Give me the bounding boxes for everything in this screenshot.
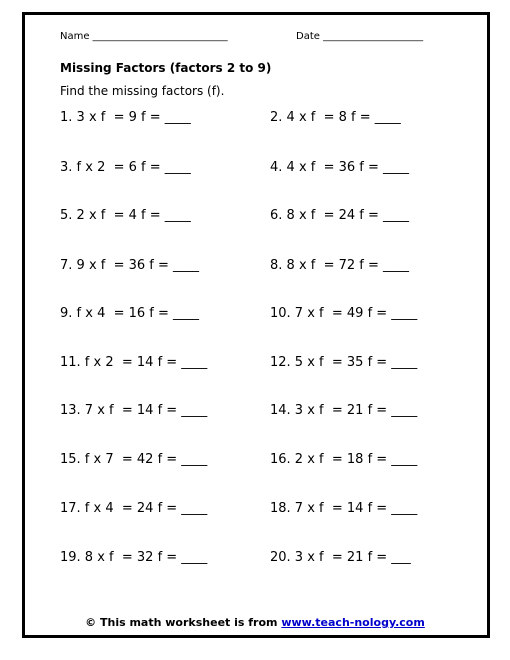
- problem-1: 1. 3 x f = 9 f = ____: [60, 110, 191, 125]
- problem-15: 15. f x 7 = 42 f = ____: [60, 452, 208, 467]
- problem-17: 17. f x 4 = 24 f = ____: [60, 501, 208, 516]
- problem-18: 18. 7 x f = 14 f = ____: [270, 501, 418, 516]
- problem-5: 5. 2 x f = 4 f = ____: [60, 208, 191, 223]
- problem-12: 12. 5 x f = 35 f = ____: [270, 355, 418, 370]
- footer-prefix: © This math worksheet is from: [85, 616, 282, 629]
- problem-2: 2. 4 x f = 8 f = ____: [270, 110, 401, 125]
- problem-7: 7. 9 x f = 36 f = ____: [60, 258, 200, 273]
- date-field: Date ____________________: [296, 31, 424, 42]
- footer-link[interactable]: www.teach-nology.com: [281, 616, 425, 629]
- problem-9: 9. f x 4 = 16 f = ____: [60, 306, 200, 321]
- name-field: Name ___________________________: [60, 31, 228, 42]
- problem-10: 10. 7 x f = 49 f = ____: [270, 306, 418, 321]
- worksheet-instructions: Find the missing factors (f).: [60, 84, 225, 98]
- problem-19: 19. 8 x f = 32 f = ____: [60, 550, 208, 565]
- problem-20: 20. 3 x f = 21 f = ___: [270, 550, 411, 565]
- problem-6: 6. 8 x f = 24 f = ____: [270, 208, 410, 223]
- worksheet-title: Missing Factors (factors 2 to 9): [60, 61, 272, 75]
- problem-14: 14. 3 x f = 21 f = ____: [270, 403, 418, 418]
- problem-4: 4. 4 x f = 36 f = ____: [270, 160, 410, 175]
- problem-11: 11. f x 2 = 14 f = ____: [60, 355, 208, 370]
- problem-16: 16. 2 x f = 18 f = ____: [270, 452, 418, 467]
- footer-credit: [0, 616, 510, 629]
- problem-13: 13. 7 x f = 14 f = ____: [60, 403, 208, 418]
- problem-3: 3. f x 2 = 6 f = ____: [60, 160, 191, 175]
- problem-8: 8. 8 x f = 72 f = ____: [270, 258, 410, 273]
